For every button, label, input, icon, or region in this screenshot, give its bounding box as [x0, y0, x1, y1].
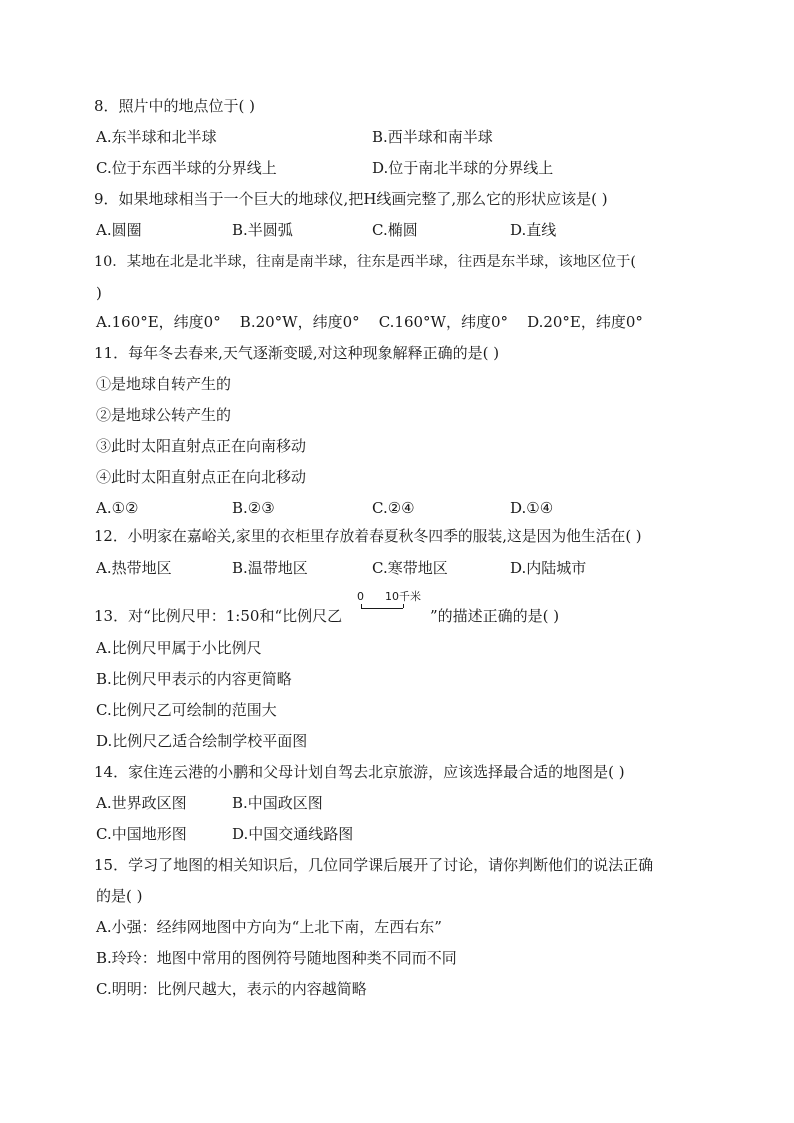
question-11-item-3: ③此时太阳直射点正在向南移动	[96, 437, 307, 455]
question-14-option-b: B.中国政区图	[232, 794, 323, 812]
question-15-option-a: A.小强：经纬网地图中方向为“上北下南，左西右东”	[96, 918, 442, 936]
question-13-option-d: D.比例尺乙适合绘制学校平面图	[96, 732, 308, 750]
question-8-option-c: C.位于东西半球的分界线上	[96, 159, 277, 177]
question-13-option-c: C.比例尺乙可绘制的范围大	[96, 701, 277, 719]
question-12-option-b: B.温带地区	[232, 559, 308, 577]
scale-bar-distance-label: 10千米	[385, 590, 421, 603]
question-12-option-d: D.内陆城市	[510, 559, 587, 577]
question-15-stem-line2: 的是( )	[96, 887, 143, 905]
question-11-option-b: B.②③	[232, 499, 275, 517]
question-9-option-c: C.椭圆	[372, 221, 418, 239]
scale-bar-tick-start	[361, 604, 362, 608]
question-14-option-c: C.中国地形图	[96, 825, 187, 843]
question-11-stem: 11．每年冬去春来,天气逐渐变暖,对这种现象解释正确的是( )	[94, 344, 500, 362]
question-8-stem: 8．照片中的地点位于( )	[94, 97, 256, 115]
question-12-option-a: A.热带地区	[96, 559, 172, 577]
question-15-stem-line1: 15．学习了地图的相关知识后，几位同学课后展开了讨论，请你判断他们的说法正确	[94, 856, 654, 874]
question-14-stem: 14．家住连云港的小鹏和父母计划自驾去北京旅游，应该选择最合适的地图是( )	[94, 763, 625, 781]
question-10-stem-line1: 10．某地在北是北半球，往南是南半球，往东是西半球，往西是东半球，该地区位于(	[94, 254, 636, 270]
question-11-option-d: D.①④	[510, 499, 554, 517]
scale-bar-line	[361, 608, 403, 609]
scale-bar-zero-label: 0	[357, 590, 364, 603]
question-10-stem-line2: )	[96, 284, 102, 302]
question-9-stem: 9．如果地球相当于一个巨大的地球仪,把H线画完整了,那么它的形状应该是( )	[94, 190, 608, 208]
question-11-item-4: ④此时太阳直射点正在向北移动	[96, 468, 307, 486]
question-11-option-a: A.①②	[96, 499, 139, 517]
question-14-option-d: D.中国交通线路图	[232, 825, 354, 843]
question-10-options: A.160°E，纬度0° B.20°W，纬度0° C.160°W，纬度0° D.20°E，纬度0°	[96, 313, 643, 331]
question-8-option-b: B.西半球和南半球	[372, 128, 493, 146]
question-15-option-c: C.明明：比例尺越大，表示的内容越简略	[96, 980, 367, 998]
scale-bar-tick-end	[403, 604, 404, 608]
question-9-option-a: A.圆圈	[96, 221, 142, 239]
question-12-option-c: C.寒带地区	[372, 559, 448, 577]
question-11-item-1: ①是地球自转产生的	[96, 375, 232, 393]
question-11-item-2: ②是地球公转产生的	[96, 406, 232, 424]
question-13-option-b: B.比例尺甲表示的内容更简略	[96, 670, 292, 688]
question-13-option-a: A.比例尺甲属于小比例尺	[96, 639, 262, 657]
question-8-option-a: A.东半球和北半球	[96, 128, 217, 146]
question-9-option-b: B.半圆弧	[232, 221, 293, 239]
question-15-option-b: B.玲玲：地图中常用的图例符号随地图种类不同而不同	[96, 949, 457, 967]
question-13-stem-suffix: ”的描述正确的是( )	[430, 607, 560, 625]
question-13-stem-prefix: 13．对“比例尺甲：1:50和“比例尺乙	[94, 607, 343, 625]
question-9-option-d: D.直线	[510, 221, 557, 239]
question-8-option-d: D.位于南北半球的分界线上	[372, 159, 554, 177]
question-11-option-c: C.②④	[372, 499, 415, 517]
question-14-option-a: A.世界政区图	[96, 794, 187, 812]
question-12-stem: 12．小明家在嘉峪关,家里的衣柜里存放着春夏秋冬四季的服装,这是因为他生活在( )	[94, 528, 642, 545]
